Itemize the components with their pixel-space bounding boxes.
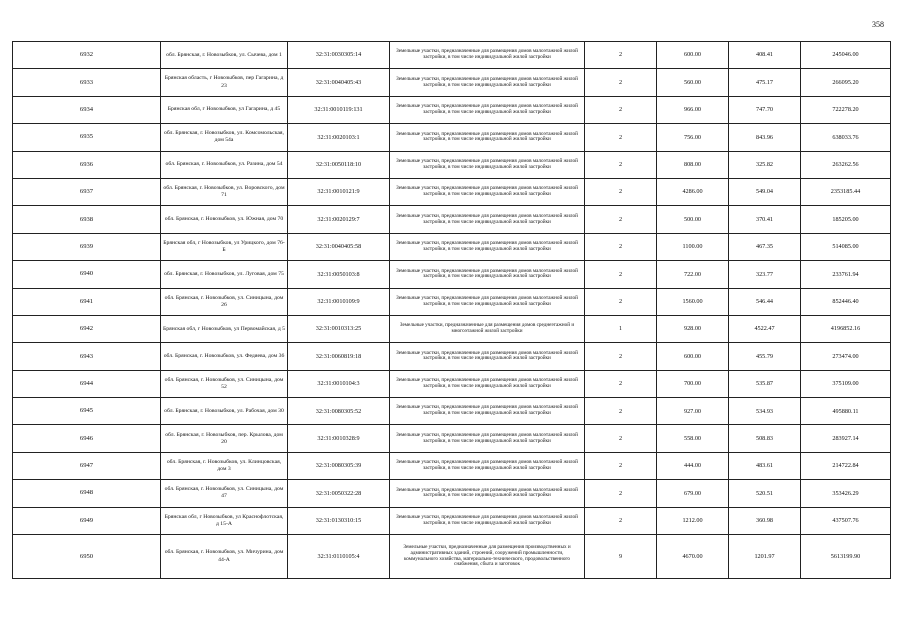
row-number-cell: 6945 xyxy=(13,398,161,425)
address-cell: Брянская область, г Новозыбков, пер Гагарина, д 23 xyxy=(161,69,288,96)
specific-value-cell: 475.17 xyxy=(729,69,801,96)
table-row xyxy=(13,535,891,579)
group-number-cell: 1 xyxy=(585,315,657,342)
table-row xyxy=(13,124,891,151)
group-number-cell: 2 xyxy=(585,69,657,96)
address-cell: обл. Брянская, г. Новозыбков, ул. Луговая, дом 75 xyxy=(161,261,288,288)
group-number-cell: 2 xyxy=(585,96,657,123)
land-use-cell: Земельные участки, предназначенные для размещения домов малоэтажной жилой застройки, в том числе индивидуальной жилой застройки xyxy=(390,480,585,507)
address-cell: Брянская обл, г Новозыбков, ул Урицкого, дом 76-Б xyxy=(161,233,288,260)
address-cell: Брянская обл, г Новозыбков, ул Первомайская, д 5 xyxy=(161,315,288,342)
address-cell: обл. Брянская, г. Новозыбков, ул. Южная, дом 70 xyxy=(161,206,288,233)
cadastral-number-cell: 32:31:0040405:58 xyxy=(288,233,390,260)
address-cell: обл. Брянская, г. Новозыбков, ул. Рабочая, дом 30 xyxy=(161,398,288,425)
group-number-cell: 2 xyxy=(585,452,657,479)
land-use-cell: Земельные участки, предназначенные для размещения домов малоэтажной жилой застройки, в том числе индивидуальной жилой застройки xyxy=(390,124,585,151)
cadastral-value-cell: 273474.00 xyxy=(801,343,891,370)
cadastral-value-cell: 214722.84 xyxy=(801,452,891,479)
cadastral-value-cell: 266095.20 xyxy=(801,69,891,96)
land-use-cell: Земельные участки, предназначенные для размещения домов малоэтажной жилой застройки, в том числе индивидуальной жилой застройки xyxy=(390,151,585,178)
cadastral-number-cell: 32:31:0030305:14 xyxy=(288,42,390,69)
group-number-cell: 2 xyxy=(585,370,657,397)
address-cell: Брянская обл, г Новозыбков, ул Краснофлотская, д 15-А xyxy=(161,507,288,534)
cadastral-value-cell: 353426.29 xyxy=(801,480,891,507)
row-number-cell: 6934 xyxy=(13,96,161,123)
cadastral-value-cell: 185205.00 xyxy=(801,206,891,233)
specific-value-cell: 467.35 xyxy=(729,233,801,260)
specific-value-cell: 455.79 xyxy=(729,343,801,370)
group-number-cell: 2 xyxy=(585,178,657,205)
specific-value-cell: 520.51 xyxy=(729,480,801,507)
area-cell: 756.00 xyxy=(657,124,729,151)
cadastral-value-cell: 375109.00 xyxy=(801,370,891,397)
area-cell: 444.00 xyxy=(657,452,729,479)
row-number-cell: 6938 xyxy=(13,206,161,233)
table-row xyxy=(13,96,891,123)
address-cell: обл. Брянская, г. Новозыбков, ул. Разина, дом 54 xyxy=(161,151,288,178)
cadastral-number-cell: 32:31:0060819:18 xyxy=(288,343,390,370)
address-cell: обл. Брянская, г. Новозыбков, ул. Комсомольская, дом 54а xyxy=(161,124,288,151)
row-number-cell: 6933 xyxy=(13,69,161,96)
table-row xyxy=(13,452,891,479)
cadastral-value-cell: 514085.00 xyxy=(801,233,891,260)
land-use-cell: Земельные участки, предназначенные для размещения домов малоэтажной жилой застройки, в том числе индивидуальной жилой застройки xyxy=(390,343,585,370)
land-use-cell: Земельные участки, предназначенные для размещения домов малоэтажной жилой застройки, в том числе индивидуальной жилой застройки xyxy=(390,452,585,479)
land-use-cell: Земельные участки, предназначенные для размещения домов малоэтажной жилой застройки, в том числе индивидуальной жилой застройки xyxy=(390,288,585,315)
area-cell: 1100.00 xyxy=(657,233,729,260)
table-row xyxy=(13,151,891,178)
cadastral-value-cell: 283927.14 xyxy=(801,425,891,452)
group-number-cell: 2 xyxy=(585,343,657,370)
address-cell: Брянская обл, г Новозыбков, ул Гагарина, д 45 xyxy=(161,96,288,123)
land-use-cell: Земельные участки, предназначенные для размещения домов малоэтажной жилой застройки, в том числе индивидуальной жилой застройки xyxy=(390,398,585,425)
table-row xyxy=(13,507,891,534)
land-use-cell: Земельные участки, предназначенные для размещения домов среднеэтажной и многоэтажной жилой застройки xyxy=(390,315,585,342)
area-cell: 722.00 xyxy=(657,261,729,288)
cadastral-value-cell: 2353185.44 xyxy=(801,178,891,205)
address-cell: обл. Брянская, г. Новозыбков, ул. Сычева, дом 1 xyxy=(161,42,288,69)
row-number-cell: 6942 xyxy=(13,315,161,342)
row-number-cell: 6939 xyxy=(13,233,161,260)
area-cell: 558.00 xyxy=(657,425,729,452)
land-use-cell: Земельные участки, предназначенные для размещения домов малоэтажной жилой застройки, в том числе индивидуальной жилой застройки xyxy=(390,233,585,260)
group-number-cell: 2 xyxy=(585,425,657,452)
group-number-cell: 2 xyxy=(585,288,657,315)
cadastral-number-cell: 32:31:0050322:28 xyxy=(288,480,390,507)
table-row xyxy=(13,480,891,507)
table-row xyxy=(13,315,891,342)
specific-value-cell: 483.61 xyxy=(729,452,801,479)
land-use-cell: Земельные участки, предназначенные для размещения домов малоэтажной жилой застройки, в том числе индивидуальной жилой застройки xyxy=(390,507,585,534)
table-row xyxy=(13,398,891,425)
cadastral-number-cell: 32:31:0040405:43 xyxy=(288,69,390,96)
cadastral-number-cell: 32:31:0080305:39 xyxy=(288,452,390,479)
table-row xyxy=(13,370,891,397)
cadastral-value-cell: 245046.00 xyxy=(801,42,891,69)
specific-value-cell: 408.41 xyxy=(729,42,801,69)
table-body xyxy=(13,42,891,579)
group-number-cell: 2 xyxy=(585,206,657,233)
area-cell: 700.00 xyxy=(657,370,729,397)
address-cell: обл. Брянская, г. Новозыбков, ул. Синицына, дом 26 xyxy=(161,288,288,315)
group-number-cell: 2 xyxy=(585,507,657,534)
table-row xyxy=(13,343,891,370)
group-number-cell: 2 xyxy=(585,398,657,425)
specific-value-cell: 4522.47 xyxy=(729,315,801,342)
cadastral-value-cell: 5613199.90 xyxy=(801,535,891,579)
specific-value-cell: 747.70 xyxy=(729,96,801,123)
group-number-cell: 9 xyxy=(585,535,657,579)
address-cell: обл. Брянская, г. Новозыбков, ул. Воровского, дом 71 xyxy=(161,178,288,205)
group-number-cell: 2 xyxy=(585,151,657,178)
group-number-cell: 2 xyxy=(585,233,657,260)
specific-value-cell: 549.04 xyxy=(729,178,801,205)
cadastral-value-cell: 495880.11 xyxy=(801,398,891,425)
address-cell: обл. Брянская, г. Новозыбков, пер. Крылова, дом 20 xyxy=(161,425,288,452)
area-cell: 600.00 xyxy=(657,343,729,370)
cadastral-number-cell: 32:31:0020103:1 xyxy=(288,124,390,151)
row-number-cell: 6947 xyxy=(13,452,161,479)
row-number-cell: 6944 xyxy=(13,370,161,397)
cadastral-value-cell: 638033.76 xyxy=(801,124,891,151)
address-cell: обл. Брянская, г. Новозыбков, ул. Синицына, дом 47 xyxy=(161,480,288,507)
cadastral-value-cell: 233761.94 xyxy=(801,261,891,288)
area-cell: 966.00 xyxy=(657,96,729,123)
area-cell: 4286.00 xyxy=(657,178,729,205)
table-row xyxy=(13,288,891,315)
land-use-cell: Земельные участки, предназначенные для размещения домов малоэтажной жилой застройки, в том числе индивидуальной жилой застройки xyxy=(390,425,585,452)
specific-value-cell: 1201.97 xyxy=(729,535,801,579)
area-cell: 927.00 xyxy=(657,398,729,425)
area-cell: 560.00 xyxy=(657,69,729,96)
table-row xyxy=(13,69,891,96)
cadastral-value-table xyxy=(12,41,891,579)
specific-value-cell: 534.93 xyxy=(729,398,801,425)
specific-value-cell: 535.87 xyxy=(729,370,801,397)
row-number-cell: 6946 xyxy=(13,425,161,452)
cadastral-value-cell: 722278.20 xyxy=(801,96,891,123)
cadastral-number-cell: 32:31:0050103:8 xyxy=(288,261,390,288)
cadastral-number-cell: 32:31:0110105:4 xyxy=(288,535,390,579)
area-cell: 928.00 xyxy=(657,315,729,342)
area-cell: 808.00 xyxy=(657,151,729,178)
cadastral-value-cell: 263262.56 xyxy=(801,151,891,178)
address-cell: обл. Брянская, г. Новозыбков, ул. Синицына, дом 52 xyxy=(161,370,288,397)
land-use-cell: Земельные участки, предназначенные для размещения производственных и административных зданий, строений, сооружений промышленности, коммунального хозяйства, материально-технического, продовольственного снабжения, сбыта и заготовок xyxy=(390,535,585,579)
row-number-cell: 6940 xyxy=(13,261,161,288)
table-row xyxy=(13,261,891,288)
cadastral-number-cell: 32:31:0010313:25 xyxy=(288,315,390,342)
specific-value-cell: 508.83 xyxy=(729,425,801,452)
group-number-cell: 2 xyxy=(585,261,657,288)
land-use-cell: Земельные участки, предназначенные для размещения домов малоэтажной жилой застройки, в том числе индивидуальной жилой застройки xyxy=(390,178,585,205)
group-number-cell: 2 xyxy=(585,480,657,507)
group-number-cell: 2 xyxy=(585,124,657,151)
table-row xyxy=(13,425,891,452)
row-number-cell: 6948 xyxy=(13,480,161,507)
cadastral-value-cell: 437507.76 xyxy=(801,507,891,534)
cadastral-number-cell: 32:31:0050118:10 xyxy=(288,151,390,178)
row-number-cell: 6950 xyxy=(13,535,161,579)
specific-value-cell: 370.41 xyxy=(729,206,801,233)
cadastral-number-cell: 32:31:0010119:131 xyxy=(288,96,390,123)
table-row xyxy=(13,206,891,233)
row-number-cell: 6937 xyxy=(13,178,161,205)
land-use-cell: Земельные участки, предназначенные для размещения домов малоэтажной жилой застройки, в том числе индивидуальной жилой застройки xyxy=(390,96,585,123)
cadastral-number-cell: 32:31:0010121:9 xyxy=(288,178,390,205)
address-cell: обл. Брянская, г. Новозыбков, ул. Клинцовская, дом 3 xyxy=(161,452,288,479)
area-cell: 500.00 xyxy=(657,206,729,233)
page-number: 358 xyxy=(872,20,884,29)
land-use-cell: Земельные участки, предназначенные для размещения домов малоэтажной жилой застройки, в том числе индивидуальной жилой застройки xyxy=(390,42,585,69)
specific-value-cell: 843.96 xyxy=(729,124,801,151)
table-row xyxy=(13,178,891,205)
specific-value-cell: 323.77 xyxy=(729,261,801,288)
cadastral-number-cell: 32:31:0020129:7 xyxy=(288,206,390,233)
cadastral-number-cell: 32:31:0010328:9 xyxy=(288,425,390,452)
address-cell: обл. Брянская, г. Новозыбков, ул. Федяева, дом 36 xyxy=(161,343,288,370)
row-number-cell: 6949 xyxy=(13,507,161,534)
row-number-cell: 6935 xyxy=(13,124,161,151)
area-cell: 1212.00 xyxy=(657,507,729,534)
area-cell: 600.00 xyxy=(657,42,729,69)
land-use-cell: Земельные участки, предназначенные для размещения домов малоэтажной жилой застройки, в том числе индивидуальной жилой застройки xyxy=(390,370,585,397)
cadastral-number-cell: 32:31:0010104:3 xyxy=(288,370,390,397)
land-use-cell: Земельные участки, предназначенные для размещения домов малоэтажной жилой застройки, в том числе индивидуальной жилой застройки xyxy=(390,69,585,96)
row-number-cell: 6941 xyxy=(13,288,161,315)
cadastral-number-cell: 32:31:0010109:9 xyxy=(288,288,390,315)
land-use-cell: Земельные участки, предназначенные для размещения домов малоэтажной жилой застройки, в том числе индивидуальной жилой застройки xyxy=(390,206,585,233)
specific-value-cell: 325.82 xyxy=(729,151,801,178)
land-use-cell: Земельные участки, предназначенные для размещения домов малоэтажной жилой застройки, в том числе индивидуальной жилой застройки xyxy=(390,261,585,288)
address-cell: обл. Брянская, г. Новозыбков, ул. Мичурина, дом 44-А xyxy=(161,535,288,579)
cadastral-value-cell: 852446.40 xyxy=(801,288,891,315)
cadastral-number-cell: 32:31:0080305:52 xyxy=(288,398,390,425)
cadastral-number-cell: 32:31:0130310:15 xyxy=(288,507,390,534)
row-number-cell: 6932 xyxy=(13,42,161,69)
group-number-cell: 2 xyxy=(585,42,657,69)
row-number-cell: 6943 xyxy=(13,343,161,370)
area-cell: 1560.00 xyxy=(657,288,729,315)
cadastral-value-cell: 4196852.16 xyxy=(801,315,891,342)
area-cell: 4670.00 xyxy=(657,535,729,579)
specific-value-cell: 546.44 xyxy=(729,288,801,315)
specific-value-cell: 360.98 xyxy=(729,507,801,534)
row-number-cell: 6936 xyxy=(13,151,161,178)
table-row xyxy=(13,42,891,69)
area-cell: 679.00 xyxy=(657,480,729,507)
table-row xyxy=(13,233,891,260)
